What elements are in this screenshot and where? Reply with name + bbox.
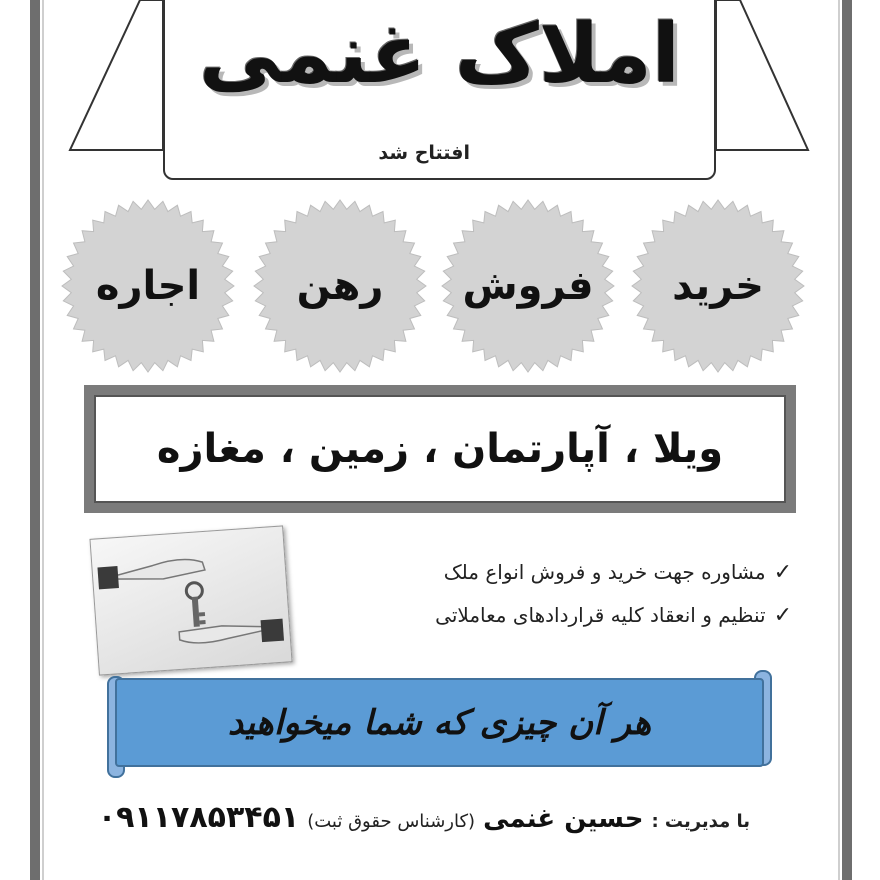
service-text: تنظیم و انعقاد کلیه قراردادهای معاملاتی xyxy=(435,603,766,627)
manager-label: با مدیریت : xyxy=(651,811,750,832)
key-handover-image xyxy=(89,525,292,675)
checkmark-icon: ✓ xyxy=(773,560,792,585)
slogan-banner xyxy=(115,678,764,767)
slogan-text: هر آن چیزی که شما میخواهید xyxy=(227,702,652,743)
list-item xyxy=(435,560,792,585)
checkmark-icon: ✓ xyxy=(773,603,792,628)
badge-label: اجاره xyxy=(95,263,201,309)
list-item xyxy=(435,603,792,628)
badge-label: فروش xyxy=(462,263,594,309)
service-list xyxy=(435,560,792,646)
badge-mortgage xyxy=(250,196,430,376)
page-subtitle: افتتاح شد xyxy=(378,142,470,164)
manager-role: (کارشناس حقوق ثبت) xyxy=(307,811,476,832)
slogan-scroll xyxy=(107,670,772,775)
badge-label: رهن xyxy=(296,263,384,309)
manager-name: حسین غنمی xyxy=(483,804,644,834)
badge-sell xyxy=(438,196,618,376)
service-text: مشاوره جهت خرید و فروش انواع ملک xyxy=(443,560,766,584)
badge-buy xyxy=(628,196,808,376)
property-types-box xyxy=(84,385,796,513)
phone-number[interactable]: ۰۹۱۱۷۸۵۳۴۵۱ xyxy=(97,800,300,835)
manager-line xyxy=(98,800,750,835)
badge-rent xyxy=(58,196,238,376)
property-types: ویلا ، آپارتمان ، زمین ، مغازه xyxy=(94,395,786,503)
badge-label: خرید xyxy=(672,263,764,309)
page-title: املاک غنمی xyxy=(198,7,681,102)
